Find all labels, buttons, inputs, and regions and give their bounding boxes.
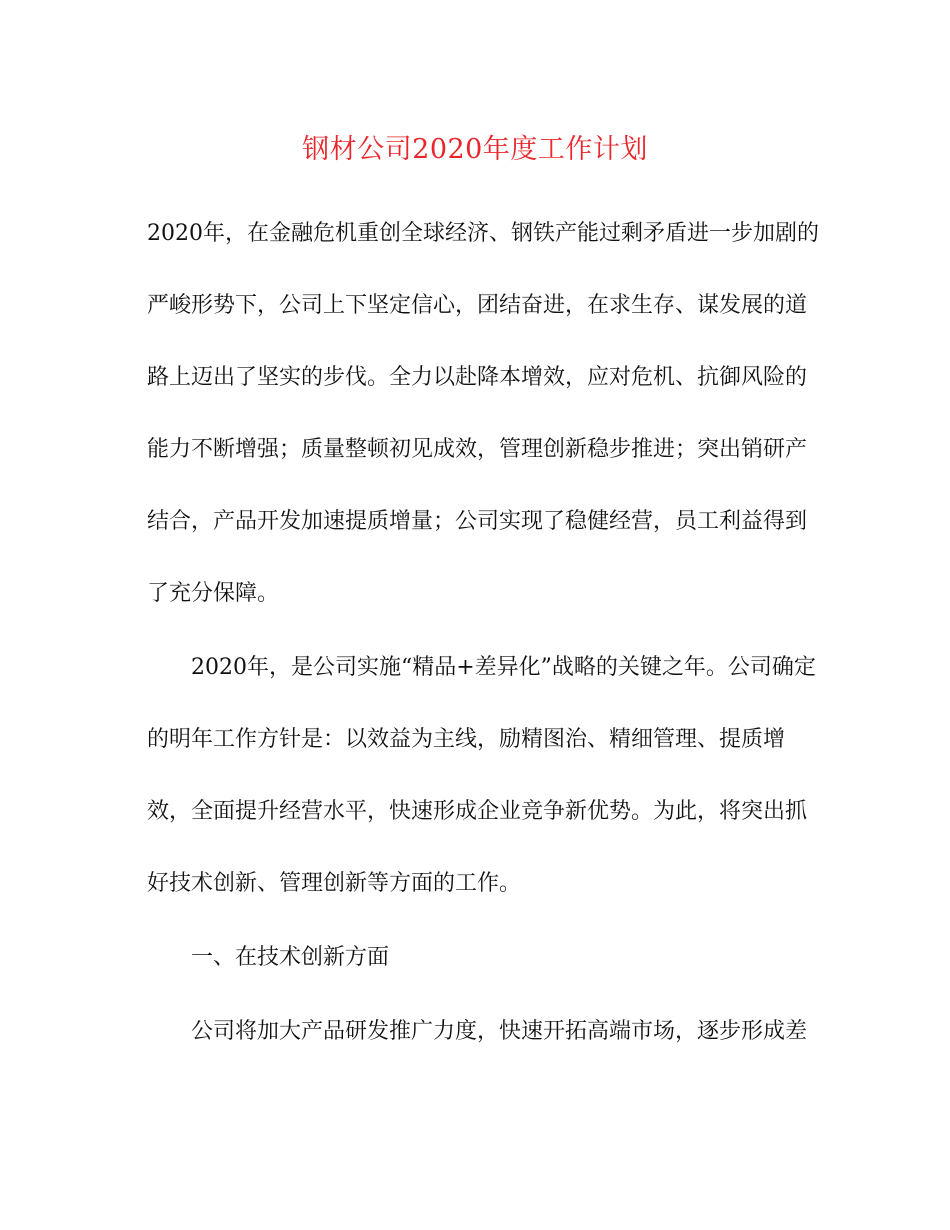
paragraph-2-line-3: 效，全面提升经营水平，快速形成企业竞争新优势。为此，将突出抓 <box>147 799 808 824</box>
paragraph-1-line-2: 严峻形势下，公司上下坚定信心，团结奋进，在求生存、谋发展的道 <box>147 293 808 318</box>
paragraph-1-line-3: 路上迈出了坚实的步伐。全力以赴降本增效，应对危机、抗御风险的 <box>147 365 808 390</box>
paragraph-2-line-1: 2020年，是公司实施“精品+差异化”战略的关键之年。公司确定 <box>191 655 816 680</box>
paragraph-1-line-6: 了充分保障。 <box>147 581 280 606</box>
paragraph-3-line-1: 公司将加大产品研发推广力度，快速开拓高端市场，逐步形成差 <box>191 1019 808 1044</box>
paragraph-1-line-1: 2020年，在金融危机重创全球经济、钢铁产能过剩矛盾进一步加剧的 <box>147 221 819 246</box>
paragraph-1-line-4: 能力不断增强；质量整顿初见成效，管理创新稳步推进；突出销研产 <box>147 437 808 462</box>
paragraph-2-line-4: 好技术创新、管理创新等方面的工作。 <box>147 871 522 896</box>
document-title: 钢材公司2020年度工作计划 <box>302 134 648 165</box>
paragraph-2-line-2: 的明年工作方针是：以效益为主线，励精图治、精细管理、提质增 <box>147 727 786 752</box>
paragraph-1-line-5: 结合，产品开发加速提质增量；公司实现了稳健经营，员工利益得到 <box>147 509 808 534</box>
section-heading-1: 一、在技术创新方面 <box>191 945 390 970</box>
